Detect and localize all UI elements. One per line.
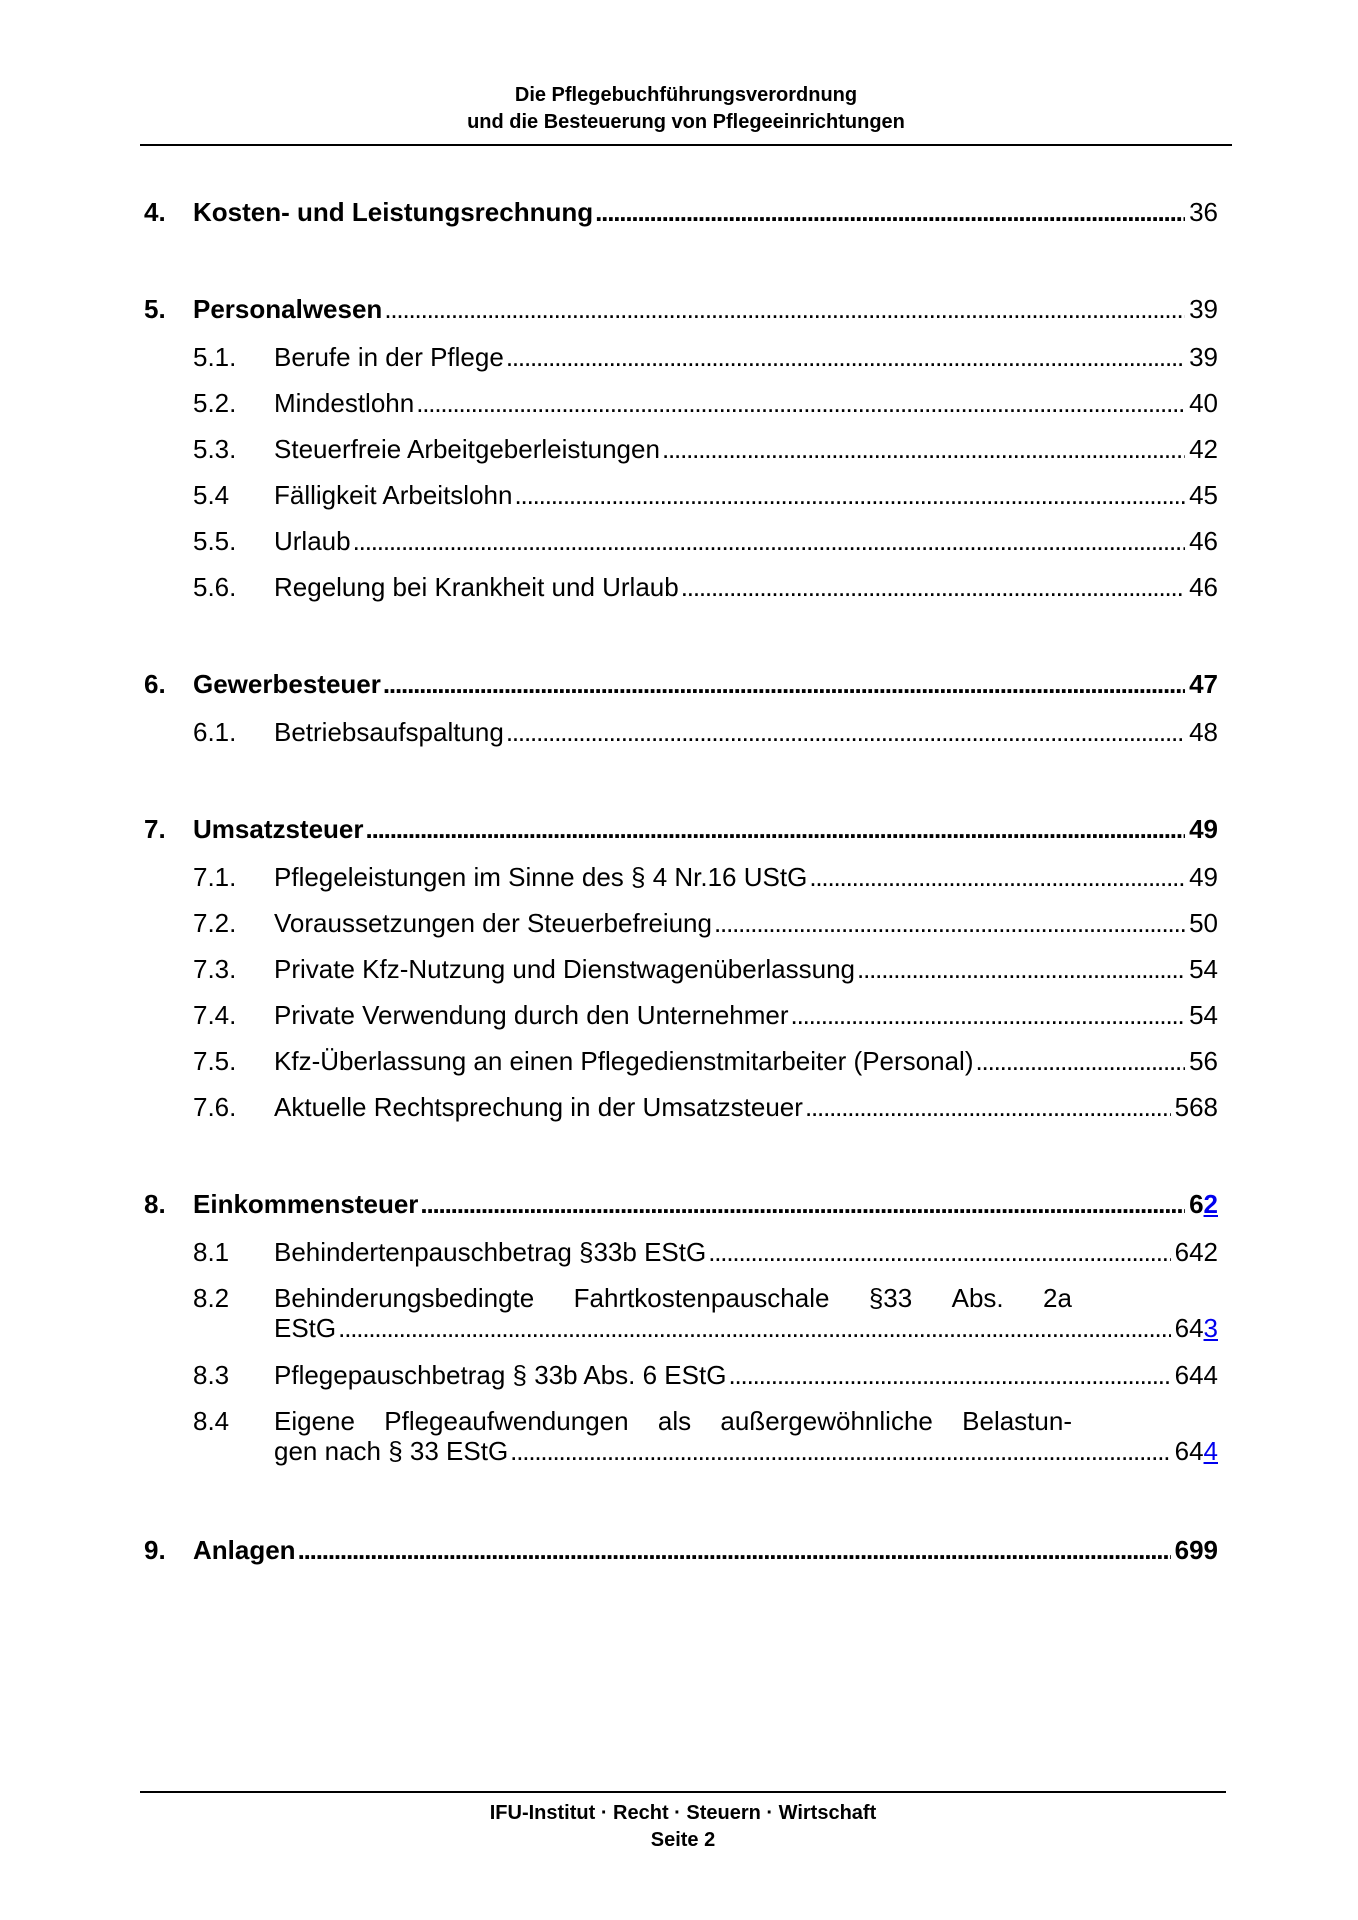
toc-line bbox=[193, 1189, 1218, 1219]
toc-number: 5.1. bbox=[193, 342, 237, 372]
toc-line bbox=[274, 1092, 1218, 1122]
toc-line bbox=[274, 717, 1218, 747]
toc-title: Personalwesen bbox=[193, 294, 383, 324]
dot-leader bbox=[298, 1535, 1171, 1565]
dot-leader bbox=[714, 908, 1185, 938]
dot-leader bbox=[420, 1189, 1185, 1219]
toc-line bbox=[274, 954, 1218, 984]
toc-line bbox=[274, 908, 1218, 938]
toc-page-number bbox=[1189, 1189, 1218, 1219]
toc-page-number: 46 bbox=[1189, 572, 1218, 602]
toc-title: Gewerbesteuer bbox=[193, 669, 381, 699]
toc-number: 5.3. bbox=[193, 434, 237, 464]
dot-leader bbox=[857, 954, 1185, 984]
toc-number: 8. bbox=[144, 1189, 166, 1219]
toc-number: 8.4 bbox=[193, 1406, 230, 1436]
toc-entry-8-4[interactable] bbox=[0, 1406, 1358, 1468]
toc-title: Private Kfz-Nutzung und Dienstwagenüberlassung bbox=[274, 954, 856, 984]
toc-page-number: 47 bbox=[1189, 669, 1218, 699]
toc-number: 7.4. bbox=[193, 1000, 237, 1030]
dot-leader bbox=[975, 1046, 1185, 1076]
dot-leader bbox=[595, 197, 1185, 227]
dot-leader bbox=[681, 572, 1185, 602]
toc-line bbox=[193, 814, 1218, 844]
footer-rule bbox=[140, 1791, 1226, 1793]
toc-number: 5.6. bbox=[193, 572, 237, 602]
toc-page-number: 642 bbox=[1174, 1237, 1218, 1267]
toc-line bbox=[274, 1436, 1218, 1466]
toc-line bbox=[274, 388, 1218, 418]
toc-line bbox=[193, 197, 1218, 227]
toc-title-word: Belastun- bbox=[962, 1406, 1072, 1436]
toc-line bbox=[193, 294, 1218, 324]
toc-number: 7.2. bbox=[193, 908, 237, 938]
toc-title: Umsatzsteuer bbox=[193, 814, 364, 844]
toc-number: 6. bbox=[144, 669, 166, 699]
toc-line bbox=[274, 434, 1218, 464]
toc-number: 7. bbox=[144, 814, 166, 844]
toc-line bbox=[193, 669, 1218, 699]
toc-line bbox=[274, 342, 1218, 372]
page-number-link[interactable]: 2 bbox=[1203, 1189, 1218, 1219]
dot-leader bbox=[514, 480, 1185, 510]
toc-page-number: 49 bbox=[1189, 862, 1218, 892]
toc-line bbox=[274, 1237, 1218, 1267]
toc-page-number: 49 bbox=[1189, 814, 1218, 844]
header-title-line-1: Die Pflegebuchführungsverordnung bbox=[514, 84, 858, 106]
toc-number: 5.4 bbox=[193, 480, 230, 510]
toc-title: Einkommensteuer bbox=[193, 1189, 419, 1219]
toc-title: Steuerfreie Arbeitgeberleistungen bbox=[274, 434, 660, 464]
toc-title: gen nach § 33 EStG bbox=[274, 1436, 509, 1466]
toc-title-word: §33 bbox=[868, 1283, 913, 1313]
dot-leader bbox=[416, 388, 1185, 418]
toc-page-number: 56 bbox=[1189, 1046, 1218, 1076]
toc-title-word: Pflegeaufwendungen bbox=[384, 1406, 629, 1436]
toc-title: Regelung bei Krankheit und Urlaub bbox=[274, 572, 679, 602]
toc-title: Behindertenpauschbetrag §33b EStG bbox=[274, 1237, 707, 1267]
dot-leader bbox=[383, 669, 1185, 699]
toc-line bbox=[274, 1046, 1218, 1076]
page-number-text: 6 bbox=[1189, 1189, 1204, 1219]
toc-title: Berufe in der Pflege bbox=[274, 342, 504, 372]
toc-number: 7.5. bbox=[193, 1046, 237, 1076]
toc-page-number: 568 bbox=[1174, 1092, 1218, 1122]
toc-page-number: 699 bbox=[1174, 1535, 1218, 1565]
toc-number: 7.3. bbox=[193, 954, 237, 984]
toc-title: Voraussetzungen der Steuerbefreiung bbox=[274, 908, 712, 938]
dot-leader bbox=[791, 1000, 1186, 1030]
toc-page-number: 50 bbox=[1189, 908, 1218, 938]
toc-number: 9. bbox=[144, 1535, 166, 1565]
toc-number: 5. bbox=[144, 294, 166, 324]
footer-page-number: Seite 2 bbox=[650, 1829, 716, 1851]
dot-leader bbox=[708, 1237, 1170, 1267]
page-number-text: 64 bbox=[1174, 1313, 1204, 1343]
page-number-link[interactable]: 4 bbox=[1203, 1436, 1218, 1466]
toc-line bbox=[274, 1360, 1218, 1390]
toc-line bbox=[274, 1313, 1218, 1343]
dot-leader bbox=[384, 294, 1185, 324]
toc-title-word: außergewöhnliche bbox=[720, 1406, 933, 1436]
toc-title: Mindestlohn bbox=[274, 388, 415, 418]
toc-page-number: 54 bbox=[1189, 954, 1218, 984]
toc-page-number: 644 bbox=[1174, 1360, 1218, 1390]
header-title-line-2: und die Besteuerung von Pflegeeinrichtungen bbox=[467, 111, 905, 133]
toc-page-number: 39 bbox=[1189, 342, 1218, 372]
toc-line bbox=[274, 572, 1218, 602]
toc-title: Pflegepauschbetrag § 33b Abs. 6 EStG bbox=[274, 1360, 727, 1390]
toc-number: 8.2 bbox=[193, 1283, 230, 1313]
toc-page-number: 48 bbox=[1189, 717, 1218, 747]
toc-title: Urlaub bbox=[274, 526, 351, 556]
toc-title-word: Fahrtkostenpauschale bbox=[573, 1283, 830, 1313]
dot-leader bbox=[506, 342, 1185, 372]
toc-title-word: Eigene bbox=[274, 1406, 355, 1436]
toc-line bbox=[274, 480, 1218, 510]
toc-title: Pflegeleistungen im Sinne des § 4 Nr.16 UStG bbox=[274, 862, 808, 892]
dot-leader bbox=[809, 862, 1185, 892]
toc-title-word: Behinderungsbedingte bbox=[274, 1283, 535, 1313]
toc-title: Betriebsaufspaltung bbox=[274, 717, 504, 747]
toc-page-number: 54 bbox=[1189, 1000, 1218, 1030]
toc-number: 7.6. bbox=[193, 1092, 237, 1122]
toc-title: Fälligkeit Arbeitslohn bbox=[274, 480, 513, 510]
toc-title: EStG bbox=[274, 1313, 337, 1343]
toc-title-word: als bbox=[657, 1406, 692, 1436]
toc-number: 4. bbox=[144, 197, 166, 227]
toc-page-number bbox=[1175, 1313, 1218, 1343]
toc-title-first-line bbox=[274, 1283, 1072, 1313]
toc-line bbox=[274, 862, 1218, 892]
toc-title: Kfz-Überlassung an einen Pflegedienstmitarbeiter (Personal) bbox=[274, 1046, 974, 1076]
page-number-link[interactable]: 3 bbox=[1203, 1313, 1218, 1343]
toc-page-number: 39 bbox=[1189, 294, 1218, 324]
toc-page-number bbox=[1175, 1436, 1218, 1466]
toc-number: 7.1. bbox=[193, 862, 237, 892]
toc-title-word: 2a bbox=[1043, 1283, 1072, 1313]
toc-number: 8.3 bbox=[193, 1360, 230, 1390]
toc-title: Aktuelle Rechtsprechung in der Umsatzsteuer bbox=[274, 1092, 803, 1122]
toc-title: Kosten- und Leistungsrechnung bbox=[193, 197, 594, 227]
dot-leader bbox=[366, 814, 1186, 844]
toc-number: 5.2. bbox=[193, 388, 237, 418]
dot-leader bbox=[506, 717, 1185, 747]
toc-line bbox=[274, 526, 1218, 556]
dot-leader bbox=[662, 434, 1185, 464]
page-number-text: 64 bbox=[1174, 1436, 1204, 1466]
footer-institute: IFU-Institut · Recht · Steuern · Wirtschaft bbox=[489, 1802, 877, 1824]
toc-number: 6.1. bbox=[193, 717, 237, 747]
toc-title: Private Verwendung durch den Unternehmer bbox=[274, 1000, 789, 1030]
toc-title: Anlagen bbox=[193, 1535, 296, 1565]
dot-leader bbox=[353, 526, 1185, 556]
dot-leader bbox=[338, 1313, 1170, 1343]
toc-number: 8.1 bbox=[193, 1237, 230, 1267]
toc-page-number: 36 bbox=[1189, 197, 1218, 227]
toc-page-number: 45 bbox=[1189, 480, 1218, 510]
toc-title-first-line bbox=[274, 1406, 1072, 1436]
page-footer bbox=[140, 1800, 1226, 1854]
dot-leader bbox=[510, 1436, 1170, 1466]
toc-page-number: 40 bbox=[1189, 388, 1218, 418]
toc-title-word: Abs. bbox=[951, 1283, 1004, 1313]
toc-entry-8-2[interactable] bbox=[0, 1283, 1358, 1345]
dot-leader bbox=[805, 1092, 1171, 1122]
dot-leader bbox=[728, 1360, 1170, 1390]
toc-line bbox=[193, 1535, 1218, 1565]
toc-page-number: 46 bbox=[1189, 526, 1218, 556]
toc-page-number: 42 bbox=[1189, 434, 1218, 464]
toc-number: 5.5. bbox=[193, 526, 237, 556]
toc-line bbox=[274, 1000, 1218, 1030]
